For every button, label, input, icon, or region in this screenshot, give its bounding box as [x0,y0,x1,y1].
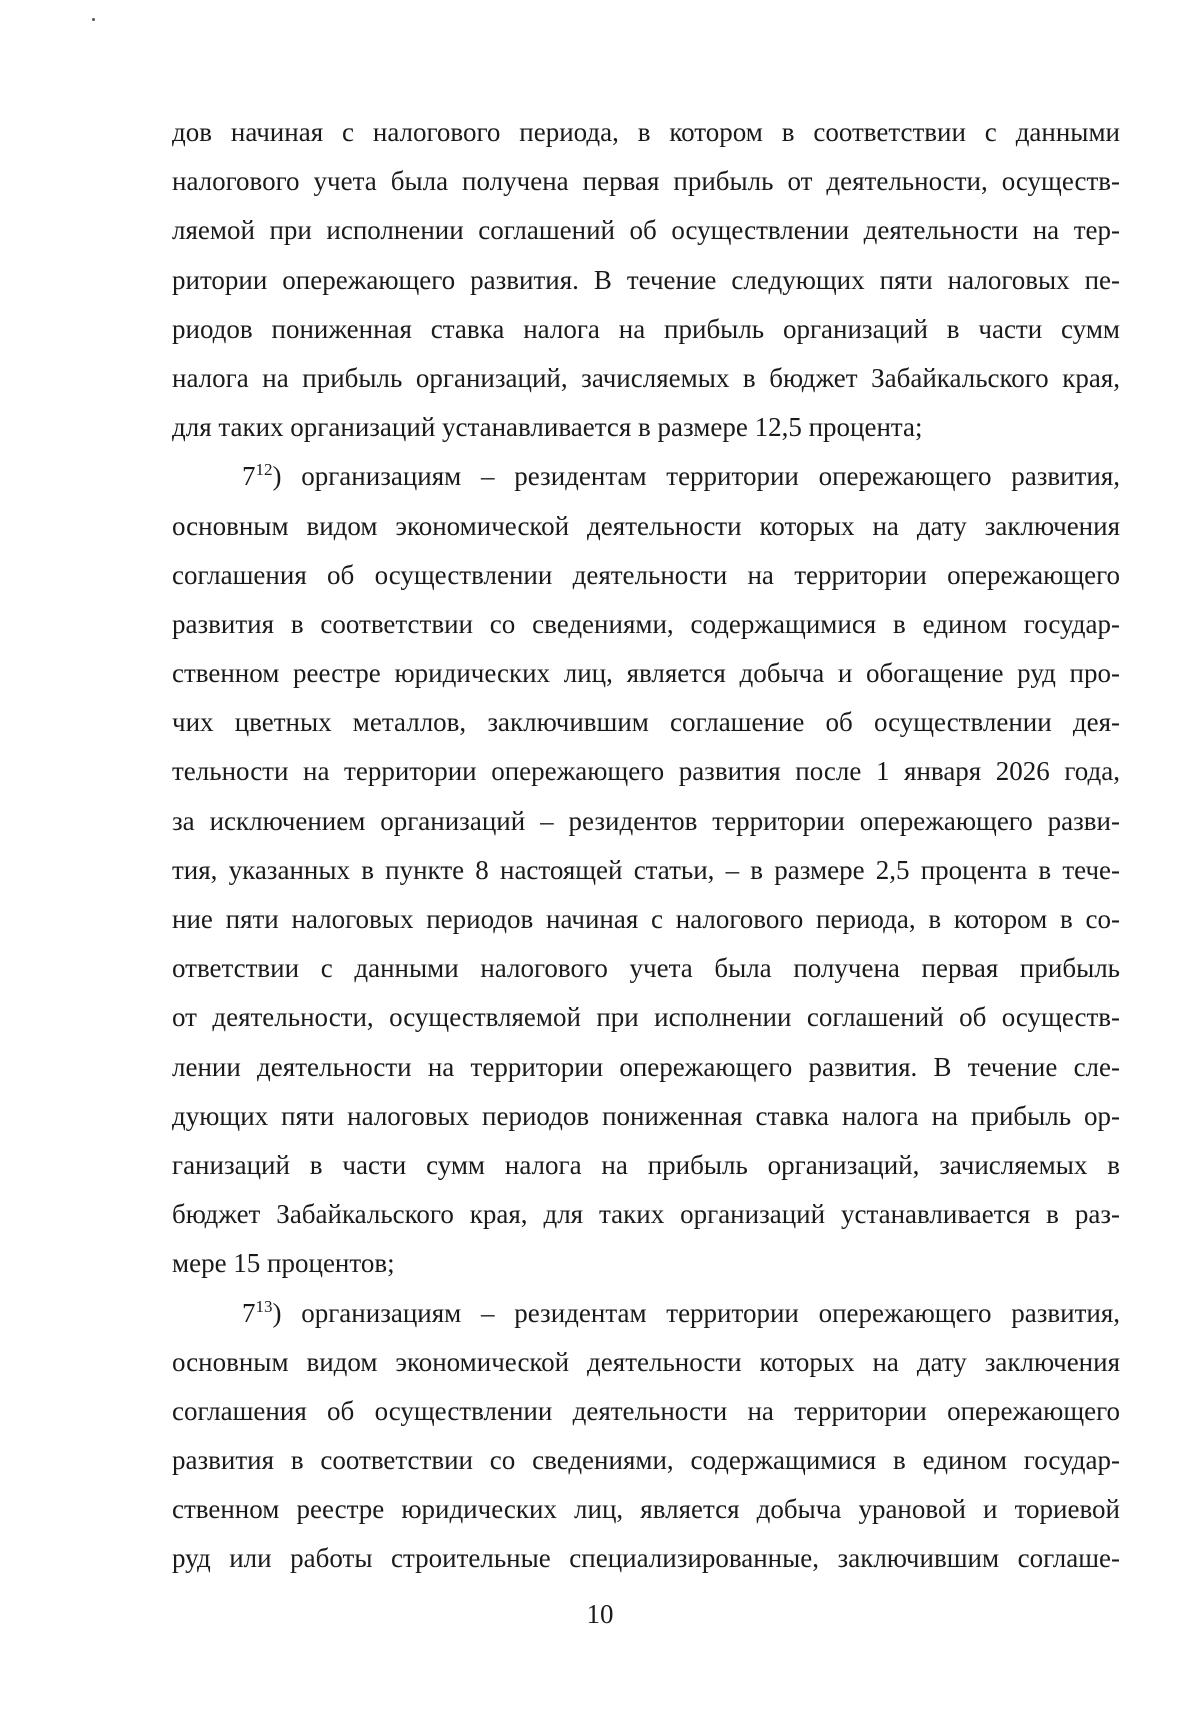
text-line: соглашения об осуществлении деятельности на территории опережающего [172,1395,1120,1426]
text-line: налогового учета была получена первая прибыль от деятельности, осуществ- [172,166,1120,197]
text-line: для таких организаций устанавливается в размере 12,5 процента; [172,412,923,443]
item-superscript: 13 [255,1296,273,1316]
text-line: риодов пониженная ставка налога на прибыль организаций в части сумм [172,313,1120,344]
text-line: мере 15 процентов; [172,1248,395,1279]
item-first-line [172,452,1120,501]
item-number: 7 [242,1297,256,1328]
item-first-line [172,1289,1120,1338]
text-line: ляемой при исполнении соглашений об осуществлении деятельности на тер- [172,215,1120,246]
text-line: лении деятельности на территории опережающего развития. В течение сле- [172,1051,1120,1082]
text-line: ганизаций в части сумм налога на прибыль организаций, зачисляемых в [172,1149,1120,1180]
text-line: тельности на территории опережающего развития после 1 января 2026 года, [172,756,1120,787]
item-first-line-text: ) организациям – резидентам территории опережающего развития, [272,1297,1120,1328]
text-line: развития в соответствии со сведениями, содержащимися в едином государ- [172,1445,1120,1476]
paragraph-item-7-12 [172,452,1120,1288]
text-line: дующих пяти налоговых периодов пониженная ставка налога на прибыль ор- [172,1100,1120,1131]
text-line: ответствии с данными налогового учета была получена первая прибыль [172,953,1120,984]
item-superscript: 12 [255,460,273,480]
text-line: руд или работы строительные специализированные, заключившим соглаше- [172,1543,1120,1574]
text-line: тия, указанных в пункте 8 настоящей статьи, – в размере 2,5 процента в тече- [172,854,1120,885]
item-number: 7 [242,461,256,492]
document-body [172,108,1120,1584]
paragraph-continuation [172,108,1120,452]
text-line: ритории опережающего развития. В течение следующих пяти налоговых пе- [172,264,1120,295]
paragraph-item-7-13 [172,1289,1120,1584]
text-line: чих цветных металлов, заключившим соглашение об осуществлении дея- [172,707,1120,738]
text-line: бюджет Забайкальского края, для таких организаций устанавливается в раз- [172,1199,1120,1230]
text-line: налога на прибыль организаций, зачисляемых в бюджет Забайкальского края, [172,362,1120,393]
text-line: основным видом экономической деятельности которых на дату заключения [172,510,1120,541]
text-line: за исключением организаций – резидентов территории опережающего разви- [172,805,1120,836]
text-line: дов начиная с налогового периода, в котором в соответствии с данными [172,117,1120,147]
text-line: основным видом экономической деятельности которых на дату заключения [172,1346,1120,1377]
text-line: ние пяти налоговых периодов начиная с налогового периода, в котором в со- [172,904,1120,934]
item-first-line-text: ) организациям – резидентам территории опережающего развития, [272,461,1120,492]
text-line: от деятельности, осуществляемой при исполнении соглашений об осуществ- [172,1002,1120,1033]
text-line: развития в соответствии со сведениями, содержащимися в едином государ- [172,608,1120,639]
scan-speck [92,18,95,21]
text-line: ственном реестре юридических лиц, является добыча и обогащение руд про- [172,658,1120,689]
text-line: ственном реестре юридических лиц, является добыча урановой и ториевой [172,1494,1120,1525]
text-line: соглашения об осуществлении деятельности на территории опережающего [172,559,1120,590]
page-number: 10 [586,1599,614,1629]
